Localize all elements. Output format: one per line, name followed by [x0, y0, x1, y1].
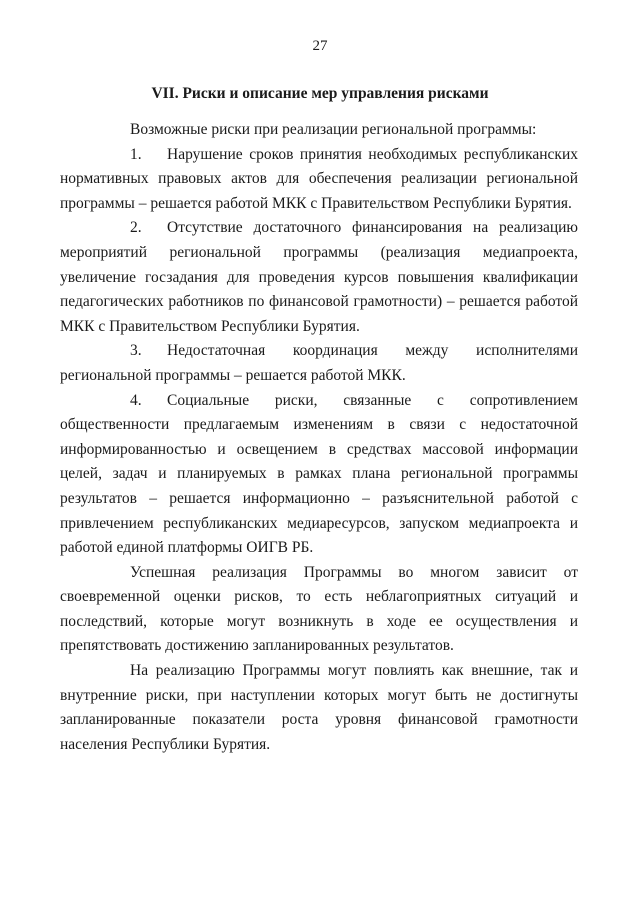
section-heading: VII. Риски и описание мер управления рисками [151, 85, 489, 102]
risk-item-number: 4. [130, 391, 142, 409]
risk-item-number: 2. [130, 219, 142, 237]
risk-item-4 [60, 389, 578, 561]
success-paragraph: Успешная реализация Программы во многом зависит от своевременной оценки рисков, то есть неблагоприятных ситуаций и последствий, которые могут возникнуть в ходе ее осуществления и препятствовать достижению запланированных результатов. [60, 563, 578, 655]
risk-item-text: Социальные риски, связанные с сопротивлением общественности предлагаемым изменениям в связи с недостаточной информированностью и освещением в средствах массовой информации целей, задач и планируемых в рамках плана региональной программы результатов – решается информационно – разъяснительной работой с привлечением республиканских медиаресурсов, запуском медиапроекта и работой единой платформы ОИГВ РБ. [60, 391, 578, 557]
risks-paragraph: На реализацию Программы могут повлиять как внешние, так и внутренние риски, при наступлении которых могут быть не достигнуты запланированные показатели роста уровня финансовой грамотности населения Республики Бурятия. [60, 662, 578, 753]
risk-item-text: Нарушение сроков принятия необходимых республиканских нормативных правовых актов для обеспечения реализации региональной программы – решается работой МКК с Правительством Республики Бурятия. [60, 145, 578, 212]
risk-item-text: Недостаточная координация между исполнителями региональной программы – решается работой МКК. [60, 342, 578, 384]
page-number: 27 [312, 38, 328, 54]
risk-item-3 [60, 339, 578, 388]
intro-paragraph: Возможные риски при реализации региональной программы: [130, 121, 537, 138]
section-body [60, 118, 578, 757]
risk-item-text: Отсутствие достаточного финансирования на реализацию мероприятий региональной программы (реализация медиапроекта, увеличение госзадания для проведения курсов повышения квалификации педагогических работников по финансовой грамотности) – решается работой МКК с Правительством Республики Бурятия. [60, 219, 578, 335]
risk-item-2 [60, 216, 578, 339]
risk-item-number: 3. [130, 342, 142, 360]
risk-item-number: 1. [130, 145, 142, 163]
risk-item-1 [60, 143, 578, 217]
